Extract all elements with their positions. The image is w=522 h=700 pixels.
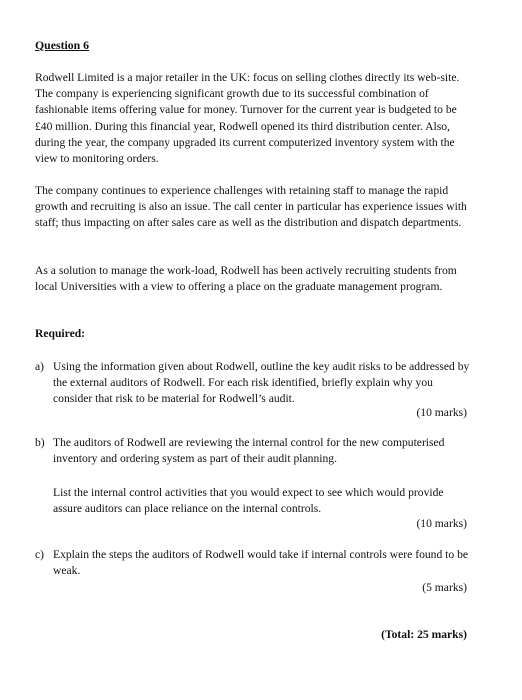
question-a-marks: (10 marks) <box>416 406 467 419</box>
case-paragraph-2: The company continues to experience challenges with retaining staff to manage the rapid growth and recruiting is also an issue. The call center in particular has experience issues with staff; thus impacting on after sales care as well as the distribution and dispatch departments. <box>35 184 467 230</box>
question-a <box>35 359 470 408</box>
question-b-text: The auditors of Rodwell are reviewing the internal control for the new computerised inventory and ordering system as part of their audit planning. <box>53 436 445 466</box>
question-c <box>35 547 470 579</box>
question-heading: Question 6 <box>35 38 90 52</box>
question-b <box>35 435 470 467</box>
question-c-label: c) <box>35 548 45 561</box>
question-a-label: a) <box>35 360 45 373</box>
case-paragraph-1: Rodwell Limited is a major retailer in the UK: focus on selling clothes directly its web-site. The company is experiencing significant growth due to its successful combination of fashionable items offering value for money. Turnover for the current year is budgeted to be £40 million. During this financial year, Rodwell opened its third distribution center. Also, during the year, the company upgraded its current computerized inventory system with the view to monitoring orders. <box>35 71 460 166</box>
required-label: Required: <box>35 327 86 340</box>
question-b-label: b) <box>35 436 45 449</box>
question-c-text: Explain the steps the auditors of Rodwell would take if internal controls were found to be weak. <box>53 548 469 578</box>
question-b-marks: (10 marks) <box>416 517 467 530</box>
total-marks: (Total: 25 marks) <box>381 628 467 641</box>
case-paragraph-3: As a solution to manage the work-load, Rodwell has been actively recruiting students from local Universities with a view to offering a place on the graduate management program. <box>35 264 457 294</box>
question-a-text: Using the information given about Rodwell, outline the key audit risks to be addressed by the external auditors of Rodwell. For each risk identified, briefly explain why you consider that risk to be material for Rodwell’s audit. <box>53 360 470 406</box>
question-c-marks: (5 marks) <box>422 581 467 594</box>
question-b-extra-text: List the internal control activities that you would expect to see which would provide assure auditors can place reliance on the internal controls. <box>53 486 444 516</box>
